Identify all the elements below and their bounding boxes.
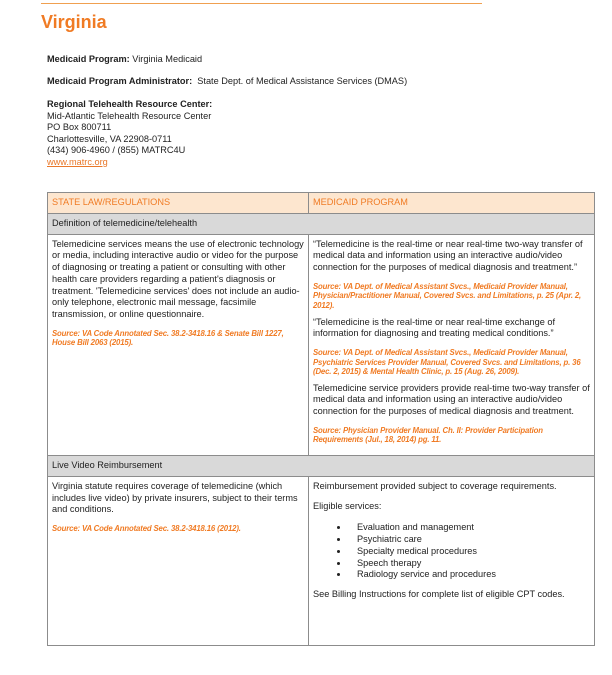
header-rule [41, 3, 482, 4]
resource-center-website-link[interactable]: www.matrc.org [47, 156, 108, 167]
administrator-line [47, 76, 407, 88]
resource-center-label: Regional Telehealth Resource Center: [47, 99, 213, 109]
medicaid-cell [309, 234, 595, 455]
administrator-label: Medicaid Program Administrator: [47, 76, 193, 86]
state-law-source: Source: VA Code Annotated Sec. 38.2-3418.16 & Senate Bill 1227, House Bill 2063 (2015). [52, 328, 284, 348]
medicaid-definition-text: Telemedicine service providers provide real-time two-way transfer of medical data and information using an interactive audio/video connection for the purposes of medical diagnosis and treatment. [313, 382, 590, 417]
resource-center-phone: (434) 906-4960 / (855) MATRC4U [47, 145, 186, 155]
medicaid-program-line [47, 54, 202, 66]
reimbursement-intro: Reimbursement provided subject to coverage requirements. [313, 481, 557, 492]
medicaid-definition-source: Source: VA Dept. of Medical Assistant Svcs., Medicaid Provider Manual, Psychiatric Services Provider Manual, Covered Svcs. and Limitations, p. 36 (Dec. 2, 2015) & Mental Health Clinic, p. 15 (Aug. 26, 2009). [313, 348, 581, 377]
list-item: • Specialty medical procedures [349, 546, 590, 558]
resource-center-name: Mid-Atlantic Telehealth Resource Center [47, 110, 212, 121]
resource-center-address2: Charlottesville, VA 22908-0711 [47, 133, 172, 144]
list-item: • Radiology service and procedures [349, 569, 590, 581]
column-header-state-law: STATE LAW/REGULATIONS [48, 193, 309, 214]
list-item: • Psychiatric care [349, 534, 590, 546]
page-title: Virginia [41, 12, 107, 32]
medicaid-definition-source: Source: Physician Provider Manual. Ch. II: Provider Participation Requirements (Jul., 18, 2014) pg. 11. [313, 425, 543, 445]
medicaid-cell [309, 477, 595, 646]
table-row [48, 234, 595, 455]
state-law-text: Telemedicine services means the use of electronic technology or media, including interactive audio or video for the purpose of diagnosing or treating a patient or consulting with other health care providers regarding a patient's diagnosis or treatment. 'Telemedicine services' does not include an audio-only telephone, electronic mail message, facsimile transmission, or online questionnaire. [52, 238, 304, 319]
list-item: • Speech therapy [349, 558, 590, 570]
eligible-services-list [313, 522, 590, 581]
section-header-row [48, 456, 595, 477]
medicaid-definition-text: “Telemedicine is the real-time or near real-time exchange of information for diagnosing and treating medical conditions.” [313, 316, 556, 339]
resource-center-address1: PO Box 800711 [47, 122, 112, 132]
column-header-medicaid: MEDICAID PROGRAM [309, 193, 595, 214]
state-law-cell [48, 234, 309, 455]
billing-note: See Billing Instructions for complete list of eligible CPT codes. [313, 589, 565, 599]
state-law-cell [48, 477, 309, 646]
section-title-definition: Definition of telemedicine/telehealth [48, 213, 595, 234]
medicaid-definition-source: Source: VA Dept. of Medical Assistant Svcs., Medicaid Provider Manual, Physician/Practitioner Manual, Covered Svcs. and Limitations, p. 25 (Apr. 2, 2012). [313, 281, 582, 310]
policy-table [47, 192, 595, 646]
administrator-value: State Dept. of Medical Assistance Services (DMAS) [197, 76, 408, 86]
table-header-row [48, 193, 595, 214]
section-title-live-video: Live Video Reimbursement [48, 456, 595, 477]
section-header-row [48, 213, 595, 234]
medicaid-program-value: Virginia Medicaid [132, 54, 203, 64]
state-law-text: Virginia statute requires coverage of telemedicine (which includes live video) by private insurers, subject to their terms and conditions. [52, 481, 298, 515]
table-row [48, 477, 595, 646]
medicaid-program-label: Medicaid Program: [47, 54, 130, 64]
medicaid-definition-text: “Telemedicine is the real-time or near real-time two-way transfer of medical data and information using an interactive audio/video connection for the purposes of medical diagnosis and treatment.” [313, 238, 583, 273]
state-law-source: Source: VA Code Annotated Sec. 38.2-3418.16 (2012). [52, 524, 241, 534]
eligible-services-label: Eligible services: [313, 500, 382, 511]
resource-center-block [47, 99, 212, 168]
list-item: • Evaluation and management [349, 522, 590, 534]
